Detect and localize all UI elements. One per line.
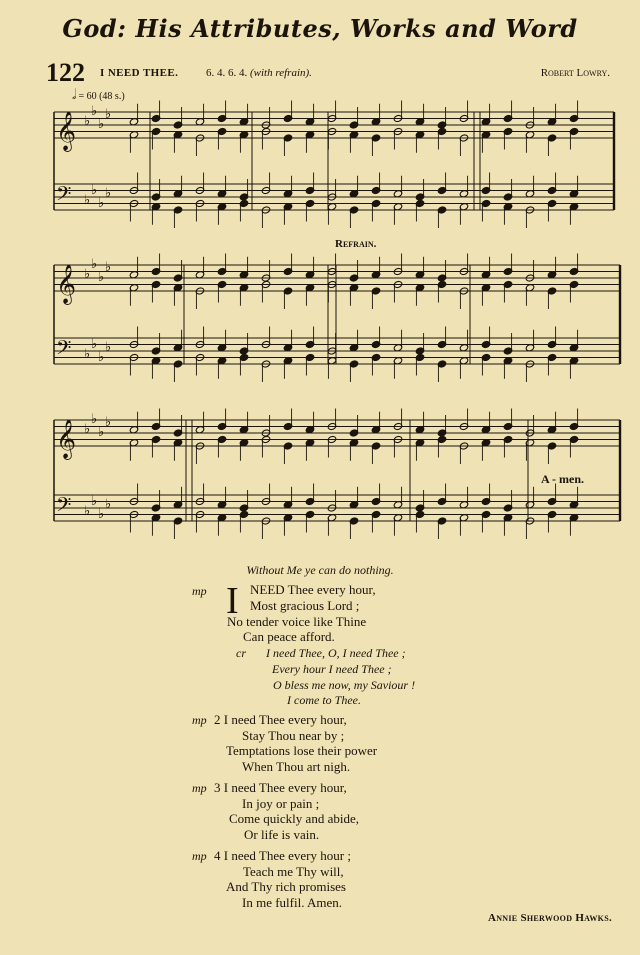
flat-icon: ♭ [98,425,105,440]
flat-icon: ♭ [84,504,91,519]
verse-line: 2 I need Thee every hour, [214,712,347,727]
verse-line: And Thy rich promises [226,879,346,894]
verse-line: Temptations lose their power [226,743,378,758]
half-note-icon: 𝅗𝅥 [72,88,77,103]
flat-icon: ♭ [105,260,112,275]
amen-label: A - men. [541,472,584,486]
flat-icon: ♭ [91,257,98,272]
flat-icon: ♭ [98,117,105,132]
flat-icon: ♭ [91,337,98,352]
tune-name: I NEED THEE. [100,67,179,79]
composer: Robert Lowry. [540,67,610,79]
dynamic-mark: cr [236,646,246,660]
refrain-line: I come to Thee. [287,693,361,707]
flat-icon: ♭ [98,196,105,211]
dynamic-mark: mp [192,781,207,795]
flat-icon: ♭ [98,507,105,522]
verse-line: In joy or pain ; [242,796,320,811]
drop-cap: I [226,580,239,622]
verse-line: In me fulfil. Amen. [242,895,343,910]
meter-value: 6. 4. 6. 4. [206,67,248,79]
flat-icon: ♭ [98,270,105,285]
verse-line: 3 I need Thee every hour, [214,780,347,795]
flat-icon: ♭ [84,347,91,362]
verse-line: NEED Thee every hour, [250,582,376,597]
verse-line: Stay Thou near by ; [242,728,345,743]
meter-note: (with refrain). [250,67,312,79]
refrain-line: Every hour I need Thee ; [272,662,392,676]
hymn-number: 122 [46,58,85,87]
dynamic-mark: mp [192,849,207,863]
verse-line: When Thou art nigh. [242,759,351,774]
refrain-line: I need Thee, O, I need Thee ; [266,646,406,660]
verse-line: Most gracious Lord ; [250,598,360,613]
author: Annie Sherwood Hawks. [487,912,612,924]
flat-icon: ♭ [105,415,112,430]
dynamic-mark: mp [192,713,207,727]
page-header: God: His Attributes, Works and Word [62,14,578,43]
verse-line: 4 I need Thee every hour ; [214,848,351,863]
verse-line: Teach me Thy will, [243,864,344,879]
flat-icon: ♭ [105,340,112,355]
epigraph: Without Me ye can do nothing. [246,563,394,577]
refrain-line: O bless me now, my Saviour ! [273,678,416,692]
bass-clef-icon: 𝄢 [56,493,72,521]
flat-icon: ♭ [91,412,98,427]
treble-clef-icon: 𝄞 [56,419,77,459]
flat-icon: ♭ [84,267,91,282]
bass-clef-icon: 𝄢 [56,182,72,210]
flat-icon: ♭ [105,186,112,201]
verse-line: Come quickly and abide, [229,811,359,826]
dynamic-mark: mp [192,584,207,598]
flat-icon: ♭ [105,497,112,512]
treble-clef-icon: 𝄞 [56,264,77,304]
verse-line: Or life is vain. [244,827,320,842]
bass-clef-icon: 𝄢 [56,336,72,364]
flat-icon: ♭ [105,107,112,122]
treble-clef-icon: 𝄞 [56,111,77,151]
flat-icon: ♭ [91,494,98,509]
flat-icon: ♭ [98,350,105,365]
verse-line: Can peace afford. [243,629,335,644]
verse-line: No tender voice like Thine [227,614,367,629]
flat-icon: ♭ [84,422,91,437]
flat-icon: ♭ [84,114,91,129]
tempo-value: = 60 (48 s.) [78,91,125,102]
refrain-label: Refrain. [335,238,377,250]
flat-icon: ♭ [91,104,98,119]
flat-icon: ♭ [84,193,91,208]
flat-icon: ♭ [91,183,98,198]
